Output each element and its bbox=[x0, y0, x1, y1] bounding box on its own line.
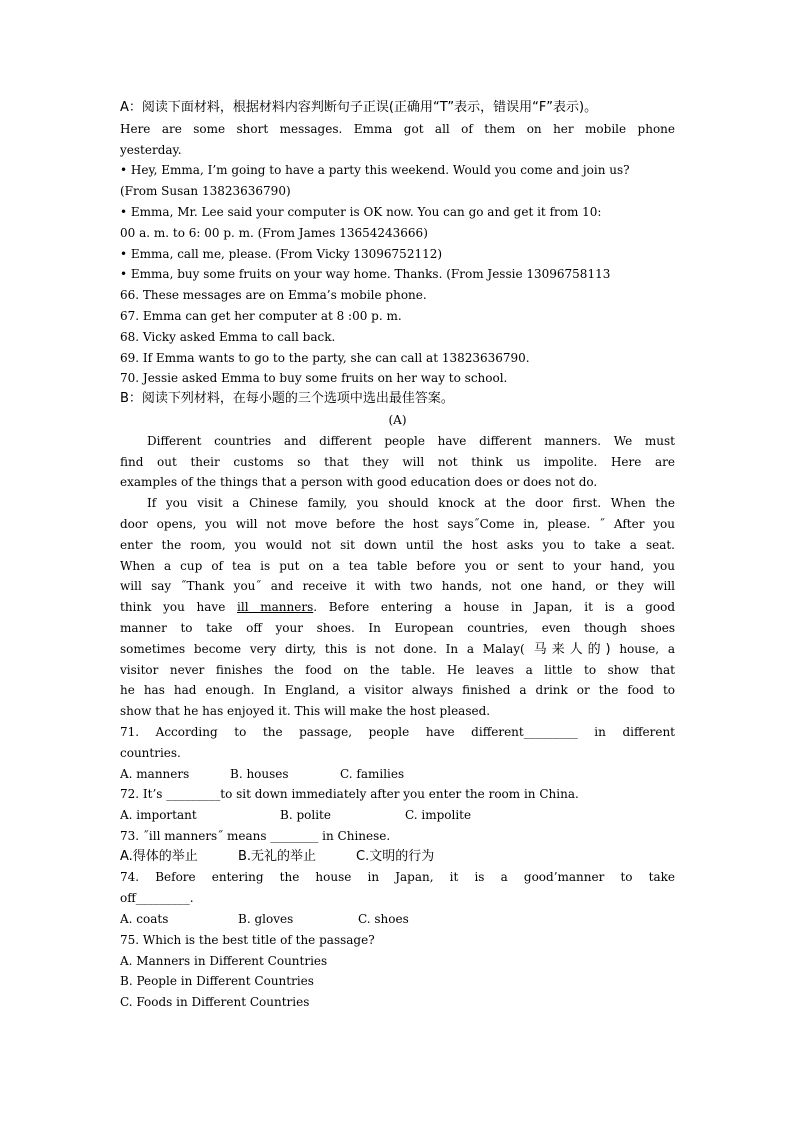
option-c: C.文明的行为 bbox=[356, 848, 435, 864]
paragraph-line: If you visit a Chinese family, you should knock at the door first. When the bbox=[147, 496, 675, 511]
statement-69: 69. If Emma wants to go to the party, she can call at 13823636790. bbox=[120, 350, 530, 365]
text-span: house, a bbox=[610, 641, 675, 656]
option-c: C. impolite bbox=[405, 808, 472, 823]
option-a: A. manners bbox=[120, 766, 190, 781]
text-span: . Before entering a house in Japan, it is a good bbox=[313, 600, 675, 615]
paragraph-line: enter the room, you would not sit down until the host asks you to take a seat. bbox=[120, 537, 675, 552]
passage-label: (A) bbox=[388, 412, 407, 427]
question-73-options bbox=[120, 847, 675, 868]
option-c: C. families bbox=[340, 766, 405, 781]
paragraph-line: Different countries and different people have different manners. We must bbox=[147, 433, 675, 448]
paragraph-line: show that he has enjoyed it. This will make the host pleased. bbox=[120, 704, 491, 719]
text-span: sometimes become very dirty, this is not done. In a Malay( bbox=[120, 641, 525, 656]
question-72-options bbox=[120, 805, 675, 826]
paragraph-line: will say ˝Thank you˝ and receive it with two hands, not one hand, or they will bbox=[120, 579, 675, 594]
option-c: C. shoes bbox=[358, 912, 409, 927]
option-b: B. houses bbox=[230, 766, 289, 781]
option-a: A. coats bbox=[120, 912, 169, 927]
paragraph-line: When a cup of tea is put on a tea table before you or sent to your hand, you bbox=[120, 558, 675, 573]
option-b: B. polite bbox=[280, 808, 331, 823]
paragraph-line bbox=[120, 639, 675, 660]
question-74-options bbox=[120, 909, 675, 930]
question-74-cont: off_________. bbox=[120, 891, 194, 906]
question-71-options bbox=[120, 764, 675, 785]
question-72: 72. It’s _________to sit down immediately after you enter the room in China. bbox=[120, 787, 579, 802]
statement-66: 66. These messages are on Emma’s mobile phone. bbox=[120, 288, 427, 303]
paragraph-line: find out their customs so that they will not think us impolite. Here are bbox=[120, 454, 675, 469]
option-b: B.无礼的举止 bbox=[238, 848, 317, 864]
message-line: (From Susan 13823636790) bbox=[120, 184, 291, 199]
statement-70: 70. Jessie asked Emma to buy some fruits on her way to school. bbox=[120, 371, 508, 386]
statement-67: 67. Emma can get her computer at 8 :00 p. m. bbox=[120, 308, 402, 323]
paragraph-line: he has had enough. In England, a visitor always finished a drink or the food to bbox=[120, 683, 675, 698]
intro-line: Here are some short messages. Emma got all of them on her mobile phone bbox=[120, 121, 675, 136]
question-75: 75. Which is the best title of the passage? bbox=[120, 932, 375, 947]
question-73: 73. ˝ill manners˝ means ________ in Chinese. bbox=[120, 828, 391, 843]
option-a: A.得体的举止 bbox=[120, 848, 198, 864]
paragraph-line: door opens, you will not move before the host says˝Come in, please. ˝ After you bbox=[120, 516, 675, 531]
paragraph-line: examples of the things that a person with good education does or does not do. bbox=[120, 475, 598, 490]
question-71-cont: countries. bbox=[120, 745, 181, 760]
message-line: • Emma, call me, please. (From Vicky 13096752112) bbox=[120, 246, 443, 261]
statement-68: 68. Vicky asked Emma to call back. bbox=[120, 329, 336, 344]
question-75-option-b: B. People in Different Countries bbox=[120, 974, 314, 989]
paragraph-line: visitor never finishes the food on the table. He leaves a little to show that bbox=[120, 662, 675, 677]
text-span: think you have bbox=[120, 600, 238, 615]
chinese-gloss: 马来人的) bbox=[524, 641, 611, 657]
message-line: • Emma, buy some fruits on your way home. Thanks. (From Jessie 13096758113 bbox=[120, 267, 611, 282]
underlined-phrase: ill manners bbox=[237, 600, 314, 615]
question-71: 71. According to the passage, people have different_________ in different bbox=[120, 724, 675, 739]
message-line: • Hey, Emma, I’m going to have a party this weekend. Would you come and join us? bbox=[120, 163, 630, 178]
paragraph-line: manner to take off your shoes. In European countries, even though shoes bbox=[120, 620, 675, 635]
message-line: 00 a. m. to 6: 00 p. m. (From James 13654243666) bbox=[120, 225, 428, 240]
question-75-option-c: C. Foods in Different Countries bbox=[120, 995, 310, 1010]
option-a: A. important bbox=[120, 808, 197, 823]
section-a-instruction: A：阅读下面材料，根据材料内容判断句子正误(正确用“T”表示，错误用“F”表示)。 bbox=[120, 100, 598, 115]
paragraph-line bbox=[120, 597, 675, 618]
question-74: 74. Before entering the house in Japan, it is a good’manner to take bbox=[120, 870, 675, 885]
intro-line: yesterday. bbox=[120, 142, 182, 157]
exam-page bbox=[120, 98, 675, 1013]
message-line: • Emma, Mr. Lee said your computer is OK now. You can go and get it from 10: bbox=[120, 204, 602, 219]
section-b-instruction: B：阅读下列材料，在每小题的三个选项中选出最佳答案。 bbox=[120, 391, 454, 407]
question-75-option-a: A. Manners in Different Countries bbox=[120, 953, 328, 968]
option-b: B. gloves bbox=[238, 912, 294, 927]
